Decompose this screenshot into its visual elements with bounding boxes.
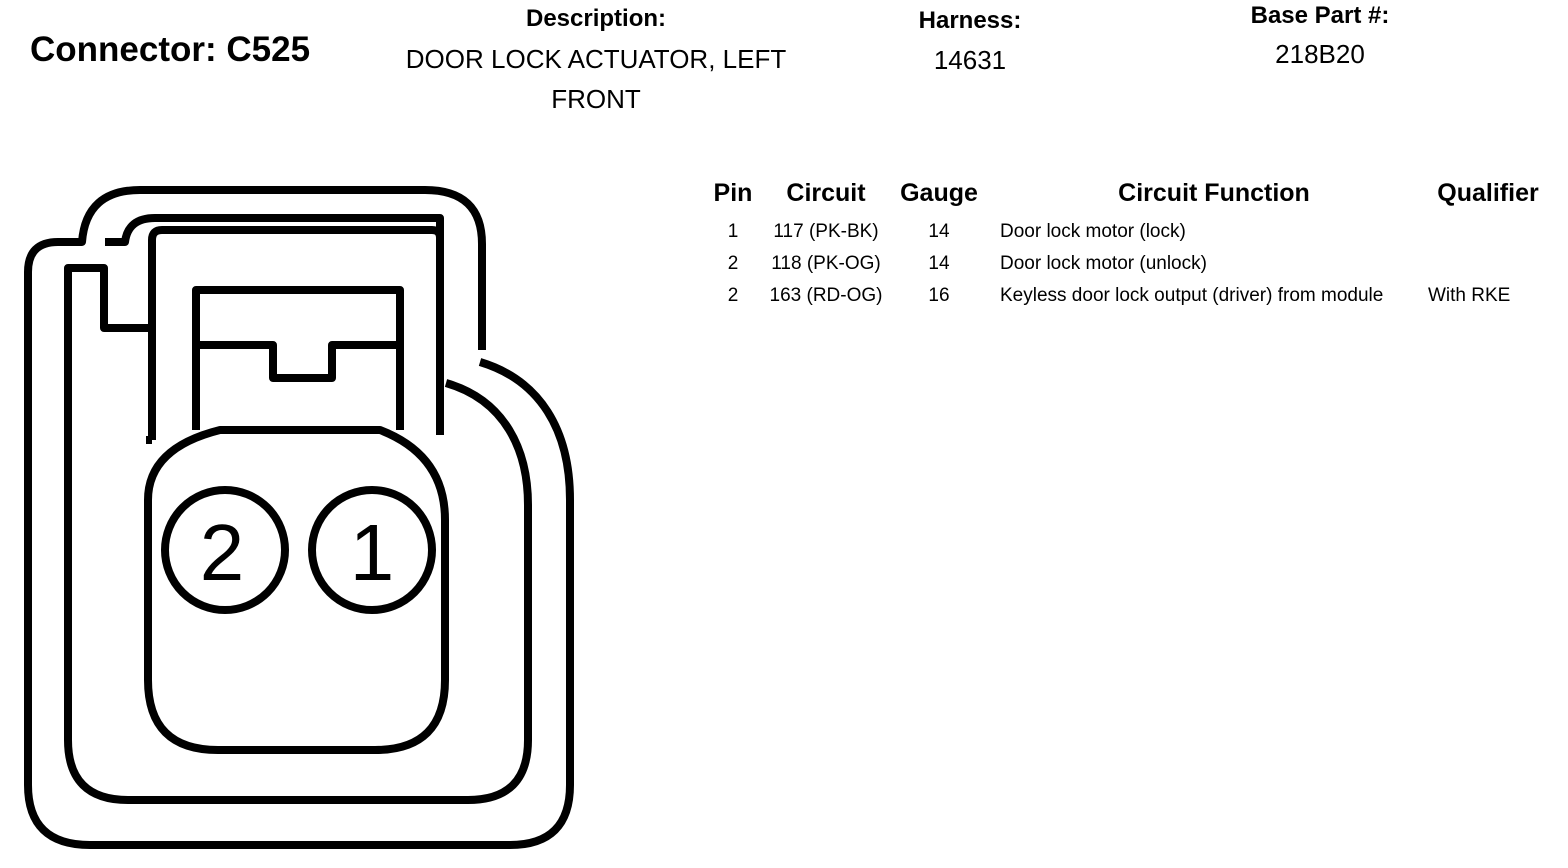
connector-face-diagram — [0, 0, 640, 868]
cell-function: Keyless door lock output (driver) from module — [1000, 285, 1384, 306]
cell-qualifier: With RKE — [1428, 285, 1511, 306]
header-circuit: Circuit — [786, 178, 866, 207]
latch-inner-frame — [196, 290, 400, 430]
pin-face — [148, 430, 445, 750]
housing-inner-wall — [68, 268, 528, 800]
connector-title: Connector: C525 — [30, 30, 311, 69]
header-gauge: Gauge — [900, 178, 978, 207]
header-pin: Pin — [713, 178, 753, 207]
cell-pin: 2 — [727, 285, 739, 306]
pin-2-number: 2 — [199, 508, 245, 597]
cell-gauge: 14 — [928, 221, 950, 242]
pin-1-number: 1 — [349, 508, 395, 597]
header-qualifier: Qualifier — [1437, 178, 1539, 207]
description-label: Description: — [525, 5, 666, 32]
cell-gauge: 16 — [928, 285, 950, 306]
cell-qualifier — [1428, 248, 1548, 280]
table-row — [700, 280, 1548, 312]
latch-notch — [196, 345, 400, 378]
pinout-header-row — [700, 176, 1548, 216]
harness-block — [880, 6, 1060, 75]
description-value-line2: FRONT — [551, 84, 641, 114]
cell-circuit: 163 (RD-OG) — [769, 285, 883, 306]
harness-value: 14631 — [933, 45, 1007, 75]
base-part-label: Base Part #: — [1250, 2, 1390, 29]
table-row — [700, 216, 1548, 248]
table-row — [700, 248, 1548, 280]
cell-pin: 2 — [727, 253, 739, 274]
cell-qualifier — [1428, 216, 1548, 248]
cell-pin: 1 — [727, 221, 739, 242]
cell-function: Door lock motor (unlock) — [1000, 253, 1207, 274]
pinout-table — [700, 176, 1548, 312]
base-part-value: 218B20 — [1275, 39, 1365, 69]
cell-circuit: 117 (PK-BK) — [773, 221, 879, 242]
cell-gauge: 14 — [928, 253, 950, 274]
base-part-block — [1215, 1, 1425, 69]
header-circuit-function: Circuit Function — [1118, 178, 1310, 207]
cell-circuit: 118 (PK-OG) — [771, 253, 881, 274]
harness-label: Harness: — [918, 7, 1022, 34]
description-value-line1: DOOR LOCK ACTUATOR, LEFT — [405, 44, 787, 74]
cell-function: Door lock motor (lock) — [1000, 221, 1186, 242]
